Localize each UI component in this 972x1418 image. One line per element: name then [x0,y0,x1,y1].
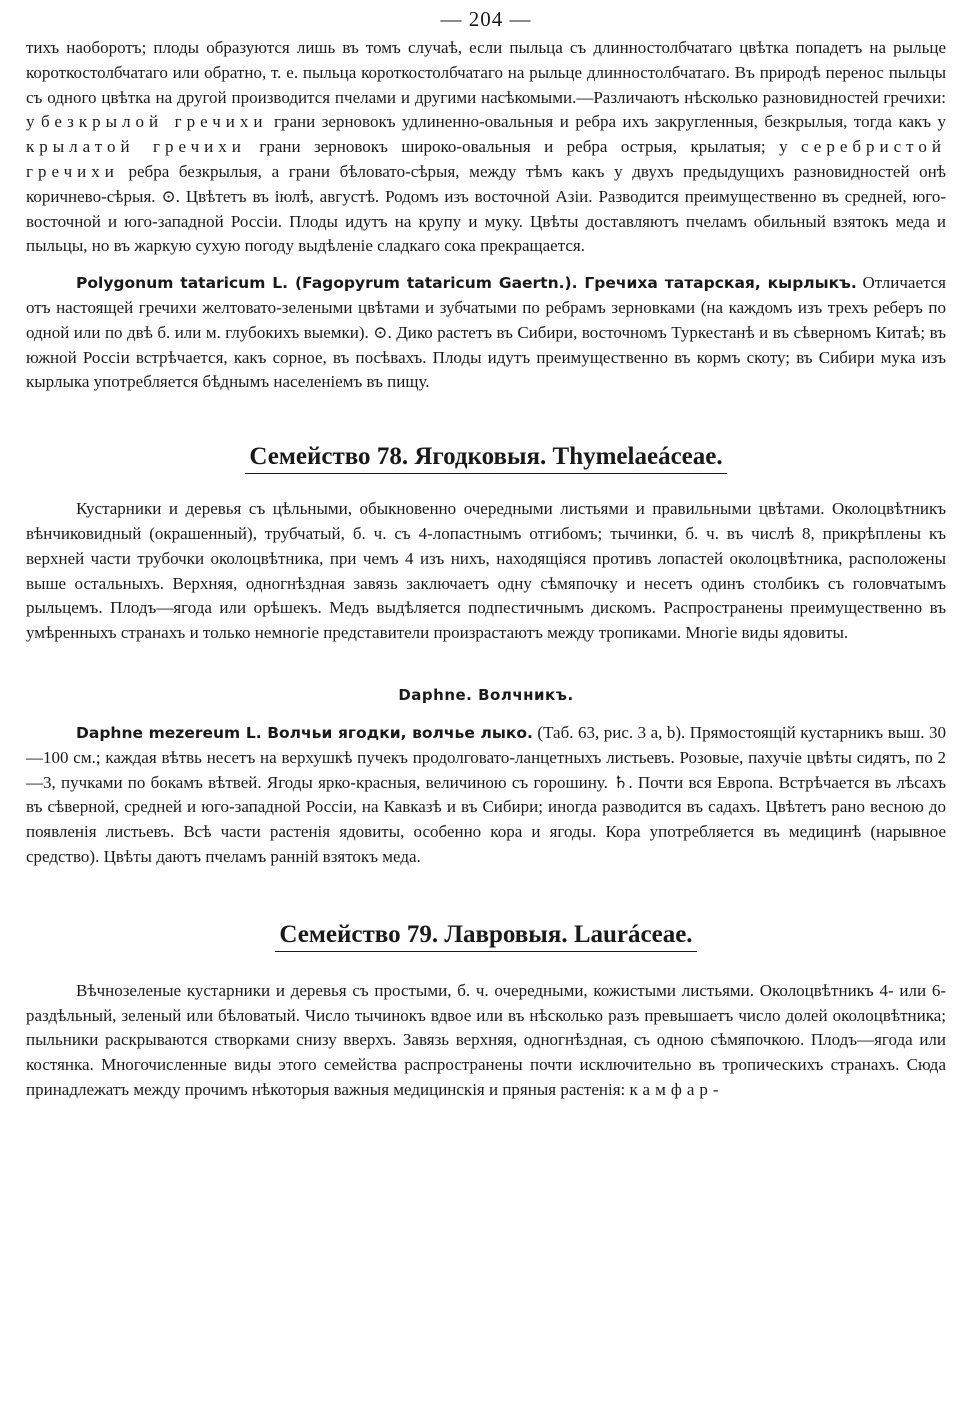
buckwheat-text-1: тихъ наоборотъ; плоды образуются лишь въ томъ случаѣ, если пыльца съ длинностолбчатаго цвѣтка попадетъ на рыльце короткостолбчатаго или обратно, т. е. пыльца короткостолбчатаго на рыльце длинностолбчатаго. Въ природѣ перенос пыльцы съ одного цвѣтка на другой производится пчелами и другими насѣкомыми.—Различаютъ нѣсколько разновидностей гречихи: у [26,38,946,132]
variety-wingless: безкрылой гречихи [41,112,268,132]
family-78-description: Кустарники и деревья съ цѣльными, обыкновенно очередными листьями и правильными цвѣтами. Околоцвѣтникъ вѣнчиковидный (окрашенный), трубчатый, б. ч. съ 4-лопастнымъ отгибомъ; тычинки, б. ч. въ числѣ 8, прикрѣплены къ верхней части трубочки околоцвѣтника, при чемъ 4 изъ нихъ, находящіяся противъ лопастей околоцвѣтника, расположены выше остальныхъ. Верхняя, одногнѣздная завязь заключаетъ одну сѣмяпочку и несетъ одинъ столбикъ съ головчатымъ рыльцемъ. Плодъ—ягода или орѣшекъ. Медъ выдѣляется подпестичнымъ дискомъ. Распространены преимущественно въ умѣренныхъ странахъ и только немногіе представители произрастаютъ между тропиками. Многіе виды ядовиты. [26,499,946,643]
family-79-name-ru: Лавровыя. [438,920,568,948]
tataricum-species-name: Polygonum tataricum L. (Fagopyrum tataricum Gaertn.). Гречиха татарская, кырлыкъ. [76,274,857,293]
family-78-number: 78. [376,443,409,471]
daphne-text-1: (Таб. 63, рис. 3 a, b). Прямостоящій кустарникъ выш. 30—100 см.; каждая вѣтвь несетъ на верхушкѣ пучекъ продолговато-ланцетныхъ листьевъ. Розовые, пахучіе цвѣты сидятъ, по 2—3, пучками по бокамъ вѣтвей. Ягоды ярко-красныя, величиною съ горошину. [26,722,946,792]
buckwheat-continuation-paragraph [26,36,946,259]
family-78-prefix: Семейство [249,443,377,471]
daphne-text-2: . Почти вся Европа. Встрѣчается въ лѣсахъ въ сѣверной, средней и юго-западной Россіи, на Кавказѣ и въ Сибири; иногда разводится въ садахъ. Цвѣтетъ рано весною до появленія листьевъ. Всѣ части растенія ядовиты, особенно кора и ягоды. Кора употребляется въ медицинѣ (нарывное средство). Цвѣты даютъ пчеламъ ранній взятокъ меда. [26,772,947,866]
family-79-prefix: Семейство [279,920,407,948]
variety-silvery: серебристой гречихи [26,137,946,181]
family-79-description [26,979,946,1103]
family-78-name-lat: Thymelaeáceae. [546,443,723,471]
daphne-species-name: Daphne mezereum L. Волчьи ягодки, волчье лыко. [76,723,533,742]
family-78-name-ru: Ягодковыя. [408,443,547,471]
buckwheat-text-3: грани зерновокъ широко-овальныя и ребра острыя, крылатыя; у [259,137,788,157]
daphne-genus-heading: Daphne. Волчникъ. [398,685,574,704]
family-79-number: 79. [406,920,439,948]
variety-winged: крылатой гречихи [26,137,246,157]
buckwheat-text-2: грани зерновокъ удлиненно-овальныя и ребра ихъ закругленныя, безкрылыя, тогда какъ у [274,112,947,132]
family-79-description-text: Вѣчнозеленые кустарники и деревья съ простыми, б. ч. очередными, кожистыми листьями. Околоцвѣтникъ 4- или 6-раздѣльный, зеленый или бѣловатый. Число тычинокъ вдвое или въ нѣсколько разъ превышаетъ число долей околоцвѣтника; пыльники раскрываются створками снизу вверхъ. Завязь верхняя, одногнѣздная, съ одною сѣмяпочкою. Плодъ—ягода или костянка. Многочисленные виды этого семейства распространены почти исключительно въ тропическихъ странахъ. Сюда принадлежатъ между прочимъ нѣкоторыя важныя медицинскія и пряныя растенія: [26,980,946,1099]
family-78-title [26,442,946,472]
camphor-word-start: камфар- [629,1079,724,1099]
tataricum-description: Отличается отъ настоящей гречихи желтовато-зелеными цвѣтами и зубчатыми по ребрамъ зерновками (на каждомъ изъ трехъ реберъ по одной или по двѣ б. или м. глубокихъ выемки). ⊙. Дико растетъ въ Сибири, восточномъ Туркестанѣ и въ сѣверномъ Китаѣ; въ южной Россіи встрѣчается, какъ сорное, въ посѣвахъ. Плоды идутъ преимущественно въ кормъ скоту; въ Сибири мука изъ кырлыка употребляется бѣднымъ населеніемъ въ пищу. [26,273,946,392]
family-79-name-lat: Lauráceae. [567,920,693,948]
buckwheat-text-4: ребра безкрылыя, а грани бѣловато-сѣрыя, между тѣмъ какъ у двухъ предыдущихъ разновидностей онѣ коричнево-сѣрыя. ⊙. Цвѣтетъ въ іюлѣ, августѣ. Родомъ изъ восточной Азіи. Разводится преимущественно въ средней, юго-восточной и юго-западной Россіи. Плоды идутъ на крупу и муку. Цвѣты доставляютъ пчеламъ обильный взятокъ меда и пыльцы, но въ жаркую сухую погоду выдѣленіе сладкаго сока прекращается. [26,161,947,256]
page-number: — 204 — [440,7,532,31]
family-78-title-underlined [245,443,726,474]
family-79-title-underlined [275,921,696,952]
tataricum-paragraph [26,271,946,395]
shrub-symbol-icon: ♄ [613,772,629,792]
family-79-title [26,920,946,950]
daphne-mezereum-paragraph [26,721,946,870]
